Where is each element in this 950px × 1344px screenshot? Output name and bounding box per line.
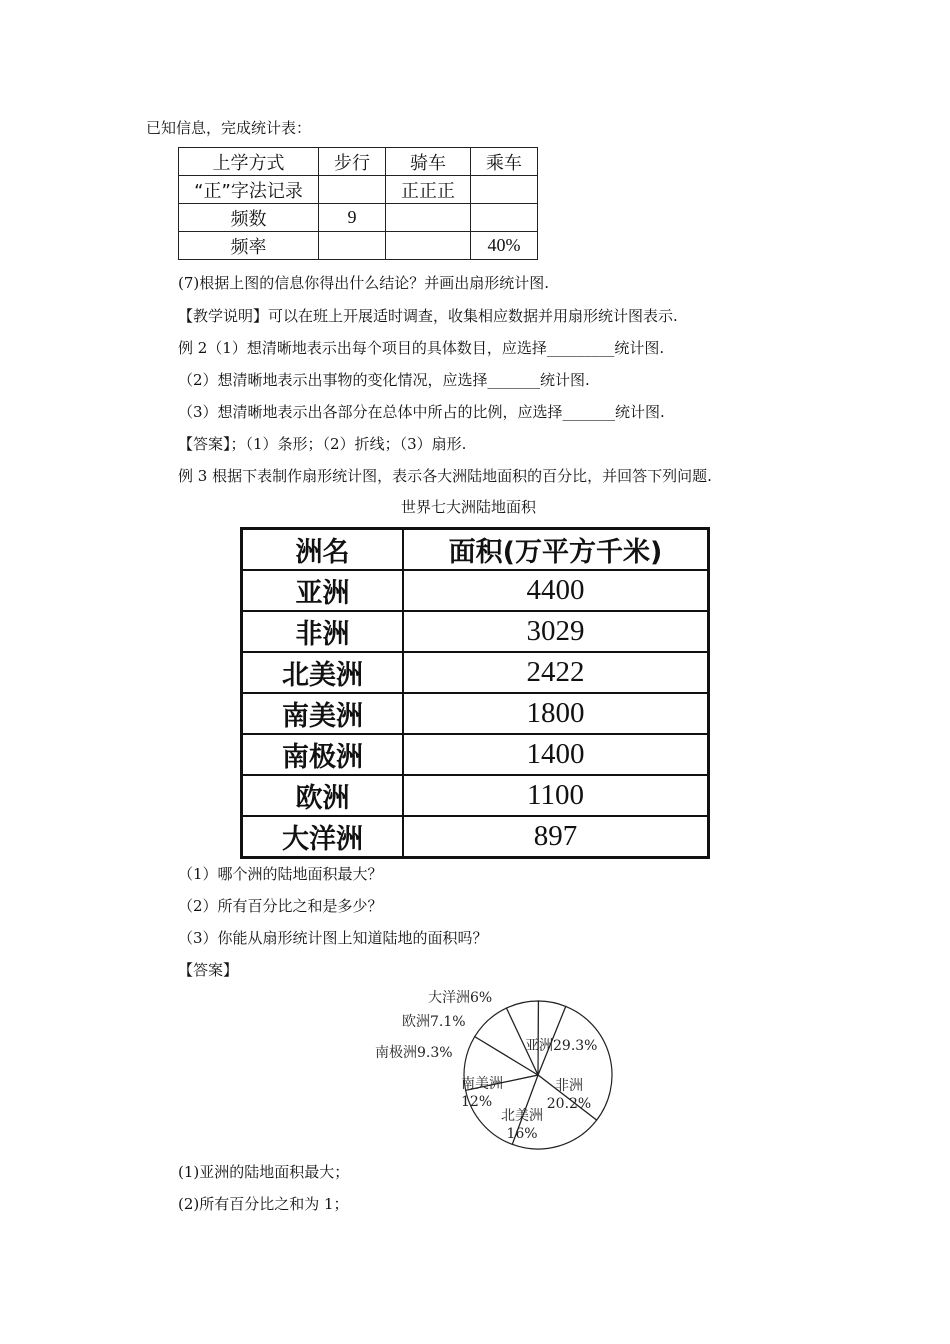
header-cell: 乘车 [471, 148, 538, 176]
table-cell: “正”字法记录 [179, 176, 319, 204]
continent-area-table [240, 527, 710, 859]
pie-slice-label: 南极洲9.3% [375, 1045, 453, 1061]
answer-label: 【答案】 [178, 961, 239, 979]
continent-area: 2422 [403, 652, 709, 693]
table-row [179, 232, 538, 260]
continent-name: 南美洲 [242, 693, 404, 734]
table-row [242, 816, 709, 858]
table-cell: 40% [471, 232, 538, 260]
table-row [179, 176, 538, 204]
pie-slice-label: 非洲 20.2% [546, 1078, 592, 1112]
table-cell [386, 232, 471, 260]
table-row [242, 775, 709, 816]
header-cell: 洲名 [242, 529, 404, 571]
header-cell: 骑车 [386, 148, 471, 176]
table-cell [319, 232, 386, 260]
continent-area: 4400 [403, 570, 709, 611]
pie-slice-label: 亚洲29.3% [525, 1038, 598, 1054]
continent-area: 1400 [403, 734, 709, 775]
answer-2: (2)所有百分比之和为 1； [178, 1195, 349, 1213]
continent-area: 897 [403, 816, 709, 858]
continent-name: 亚洲 [242, 570, 404, 611]
continent-area: 1800 [403, 693, 709, 734]
table-row [242, 734, 709, 775]
continent-area: 1100 [403, 775, 709, 816]
pie-slice-label: 大洋洲6% [428, 990, 493, 1006]
table-header-row [242, 529, 709, 571]
table-row [242, 611, 709, 652]
header-cell: 上学方式 [179, 148, 319, 176]
table-cell [386, 204, 471, 232]
table-cell [471, 176, 538, 204]
example3-q1: （1）哪个洲的陆地面积最大？ [178, 865, 383, 883]
example2-q1: 例 2（1）想清晰地表示出每个项目的具体数目，应选择_________统计图. [178, 339, 665, 357]
example3-prompt: 例 3 根据下表制作扇形统计图，表示各大洲陆地面积的百分比，并回答下列问题. [178, 467, 712, 485]
continent-name: 非洲 [242, 611, 404, 652]
table-cell: 频数 [179, 204, 319, 232]
continent-area: 3029 [403, 611, 709, 652]
table-row [242, 570, 709, 611]
header-cell: 面积(万平方千米) [403, 529, 709, 571]
table-cell: 正正正 [386, 176, 471, 204]
table-header-row [179, 148, 538, 176]
table-cell: 频率 [179, 232, 319, 260]
example3-q3: （3）你能从扇形统计图上知道陆地的面积吗？ [178, 929, 488, 947]
continent-pie-chart [340, 980, 630, 1150]
table-row [179, 204, 538, 232]
example2-q2: （2）想清晰地表示出事物的变化情况，应选择_______统计图. [178, 371, 590, 389]
teaching-note: 【教学说明】可以在班上开展适时调查，收集相应数据并用扇形统计图表示. [178, 307, 678, 325]
continent-name: 欧洲 [242, 775, 404, 816]
table-title: 世界七大洲陆地面积 [401, 498, 537, 516]
intro-text: 已知信息，完成统计表： [146, 119, 312, 137]
pie-slice-label: 欧洲7.1% [402, 1014, 466, 1030]
table-cell: 9 [319, 204, 386, 232]
example2-answer: 【答案】；（1）条形；（2）折线；（3）扇形. [178, 435, 467, 453]
continent-name: 大洋洲 [242, 816, 404, 858]
commute-stats-table [178, 147, 538, 260]
continent-name: 北美洲 [242, 652, 404, 693]
answer-1: (1)亚洲的陆地面积最大； [178, 1163, 350, 1181]
table-row [242, 652, 709, 693]
question-7: (7)根据上图的信息你得出什么结论？并画出扇形统计图. [178, 274, 550, 292]
table-row [242, 693, 709, 734]
example3-q2: （2）所有百分比之和是多少？ [178, 897, 383, 915]
continent-name: 南极洲 [242, 734, 404, 775]
table-cell [471, 204, 538, 232]
example2-q3: （3）想清晰地表示出各部分在总体中所占的比例，应选择_______统计图. [178, 403, 665, 421]
header-cell: 步行 [319, 148, 386, 176]
pie-slice-label: 南美洲 12% [461, 1076, 503, 1110]
table-cell [319, 176, 386, 204]
pie-slice-label: 北美洲 16% [501, 1108, 543, 1142]
